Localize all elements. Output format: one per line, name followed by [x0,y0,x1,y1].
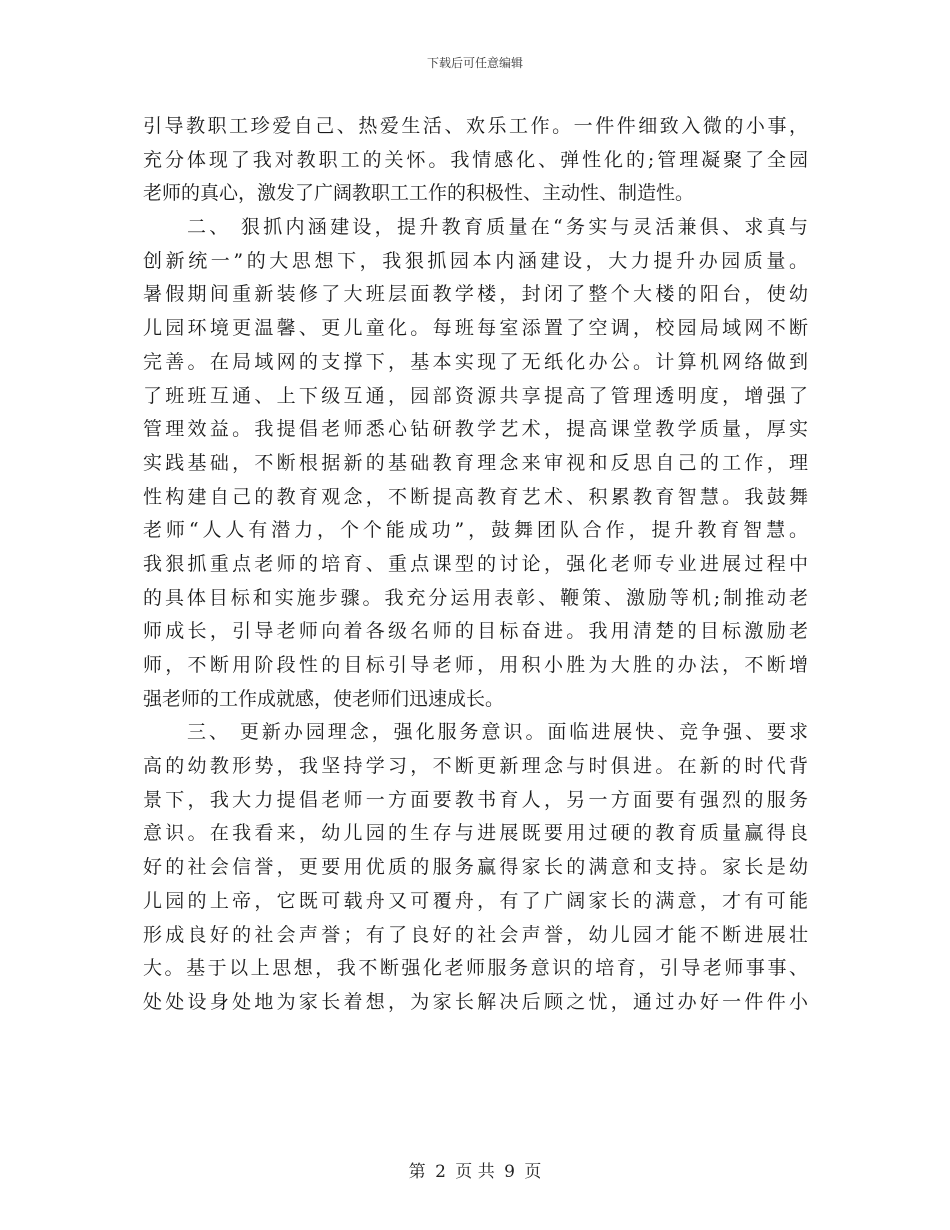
text-line: 管理效益。我提倡老师悉心钻研教学艺术，提高课堂教学质量，厚实 [143,418,808,441]
text-line: 了班班互通、上下级互通，园部资源共享提高了管理透明度，增强了 [143,384,808,407]
total-page-count: 9 [504,1162,515,1182]
text-line: 老师“人人有潜力，个个能成功”，鼓舞团队合作，提升教育智慧。 [143,519,808,542]
page-header: 下载后可任意编辑 [426,56,523,70]
text-line: 高的幼教形势，我坚持学习，不断更新理念与时俱进。在新的时代背 [143,755,808,778]
section-heading-line: 三、 更新办园理念，强化服务意识。面临进展快、竞争强、要求 [187,721,808,744]
text-line: 引导教职工珍爱自己、热爱生活、欢乐工作。一件件细致入微的小事， [143,115,808,137]
text-line: 儿园环境更温馨、更儿童化。每班每室添置了空调，校园局域网不断 [143,317,808,340]
footer-prefix: 第 [408,1162,426,1182]
text-line: 的具体目标和实施步骤。我充分运用表彰、鞭策、激励等机;制推动老 [143,586,808,609]
text-line: 师成长，引导老师向着各级名师的目标奋进。我用清楚的目标激励老 [143,620,808,643]
text-line: 充分体现了我对教职工的关怀。我情感化、弹性化的;管理凝聚了全园 [143,148,808,171]
footer-suffix: 页 [524,1162,542,1182]
text-line: 创新统一”的大思想下，我狠抓园本内涵建设，大力提升办园质量。 [143,249,808,272]
page-footer [0,1157,950,1182]
text-line: 大。基于以上思想，我不断强化老师服务意识的培育，引导老师事事、 [143,957,808,980]
text-line: 暑假期间重新装修了大班层面教学楼，封闭了整个大楼的阳台，使幼 [143,283,808,306]
text-line: 儿园的上帝，它既可载舟又可覆舟，有了广阔家长的满意，才有可能 [143,889,808,912]
section-heading-line: 二、 狠抓内涵建设，提升教育质量在“务实与灵活兼俱、求真与 [187,216,808,239]
current-page-number: 2 [435,1162,446,1182]
text-line: 意识。在我看来，幼儿园的生存与进展既要用过硬的教育质量赢得良 [143,822,808,845]
text-line: 形成良好的社会声誉；有了良好的社会声誉，幼儿园才能不断进展壮 [143,923,808,946]
text-line: 师，不断用阶段性的目标引导老师，用积小胜为大胜的办法，不断增 [143,654,808,676]
document-body [143,110,808,1020]
text-line: 景下，我大力提倡老师一方面要教书育人，另一方面要有强烈的服务 [143,788,808,811]
text-line: 我狠抓重点老师的培育、重点课型的讨论，强化老师专业进展过程中 [143,552,808,575]
text-line: 处处设身处地为家长着想，为家长解决后顾之忧，通过办好一件件小 [143,990,808,1013]
text-line: 完善。在局域网的支撑下，基本实现了无纸化办公。计算机网络做到 [143,350,808,373]
text-line: 性构建自己的教育观念，不断提高教育艺术、积累教育智慧。我鼓舞 [143,485,808,508]
text-line: 强老师的工作成就感，使老师们迅速成长。 [143,687,505,710]
footer-middle: 页 共 [455,1162,495,1182]
text-line: 好的社会信誉，更要用优质的服务赢得家长的满意和支持。家长是幼 [143,856,808,879]
text-line: 老师的真心，激发了广阔教职工工作的积极性、主动性、制造性。 [143,182,695,205]
text-line: 实践基础，不断根据新的基础教育理念来审视和反思自己的工作，理 [143,451,808,474]
